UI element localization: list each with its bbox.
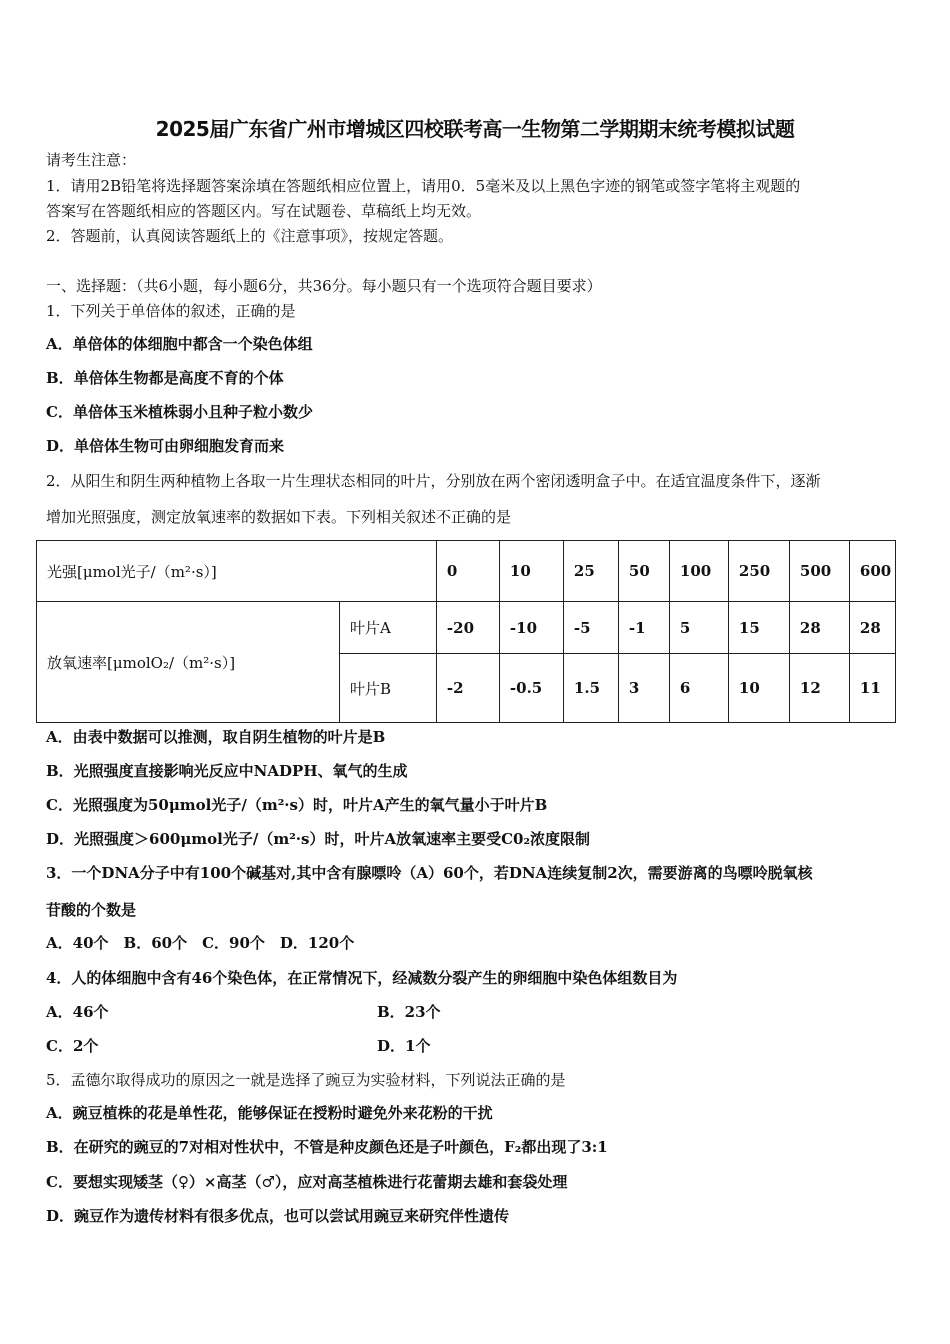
q1-option-b: B．单倍体生物都是高度不育的个体 [46,369,284,387]
q3-options: A．40个 B．60个 C．90个 D．120个 [46,934,355,952]
notice-item: 答案写在答题纸相应的答题区内。写在试题卷、草稿纸上均无效。 [46,202,482,220]
rate-header: 放氧速率[μmolO₂/（m²·s）] [37,602,340,723]
leaf-b-value: 12 [789,654,849,723]
light-value: 25 [563,541,618,602]
leaf-a-value: -20 [436,602,499,654]
page-title: 2025届广东省广州市增城区四校联考高一生物第二学期期末统考模拟试题 [155,117,795,141]
leaf-b-value: 11 [849,654,895,723]
light-value: 250 [728,541,789,602]
notice-item: 2．答题前，认真阅读答题纸上的《注意事项》，按规定答题。 [46,227,454,245]
q5-option-a: A．豌豆植株的花是单性花，能够保证在授粉时避免外来花粉的干扰 [46,1104,493,1122]
leaf-a-value: -1 [618,602,669,654]
q5-option-d: D．豌豆作为遗传材料有很多优点，也可以尝试用豌豆来研究伴性遗传 [46,1207,510,1225]
q1-option-c: C．单倍体玉米植株弱小且种子粒小数少 [46,403,313,421]
data-table [36,540,896,723]
leaf-b-value: -2 [436,654,499,723]
leaf-b-value: 10 [728,654,789,723]
leaf-a-value: 28 [849,602,895,654]
light-value: 600 [849,541,895,602]
light-value: 500 [789,541,849,602]
light-value: 10 [499,541,563,602]
leaf-b-value: 1.5 [563,654,618,723]
question-3-stem: 3．一个DNA分子中有100个碱基对,其中含有腺嘌呤（A）60个，若DNA连续复制2次，需要游离的鸟嘌呤脱氧核 [46,864,813,882]
leaf-a-value: -10 [499,602,563,654]
leaf-b-label: 叶片B [340,654,437,723]
leaf-a-value: 28 [789,602,849,654]
question-4-stem: 4．人的体细胞中含有46个染色体，在正常情况下，经减数分裂产生的卵细胞中染色体组数目为 [46,969,678,987]
question-3-stem-cont: 苷酸的个数是 [46,901,137,919]
leaf-b-value: 6 [669,654,728,723]
leaf-a-value: -5 [563,602,618,654]
q2-option-a: A．由表中数据可以推测，取自阴生植物的叶片是B [46,728,386,746]
question-2-stem-cont: 增加光照强度，测定放氧速率的数据如下表。下列相关叙述不正确的是 [46,508,512,526]
table-row [37,602,896,654]
light-value: 50 [618,541,669,602]
q1-option-a: A．单倍体的体细胞中都含一个染色体组 [46,335,313,353]
question-1-stem: 1．下列关于单倍体的叙述，正确的是 [46,302,296,320]
q4-option-c: C．2个 [46,1037,99,1055]
q1-option-d: D．单倍体生物可由卵细胞发育而来 [46,437,285,455]
q4-option-d: D．1个 [377,1037,431,1055]
light-header: 光强[μmol光子/（m²·s）] [37,541,437,602]
q2-option-c: C．光照强度为50μmol光子/（m²·s）时，叶片A产生的氧气量小于叶片B [46,796,548,814]
question-5-stem: 5．孟德尔取得成功的原因之一就是选择了豌豆为实验材料，下列说法正确的是 [46,1071,566,1089]
q2-option-b: B．光照强度直接影响光反应中NADPH、氧气的生成 [46,762,408,780]
light-value: 100 [669,541,728,602]
leaf-b-value: -0.5 [499,654,563,723]
q5-option-c: C．要想实现矮茎（♀）×高茎（♂），应对高茎植株进行花蕾期去雄和套袋处理 [46,1173,568,1191]
q4-option-b: B．23个 [377,1003,441,1021]
leaf-a-label: 叶片A [340,602,437,654]
q4-option-a: A．46个 [46,1003,109,1021]
q2-option-d: D．光照强度＞600μmol光子/（m²·s）时，叶片A放氧速率主要受C0₂浓度限制 [46,830,591,848]
q5-option-b: B．在研究的豌豆的7对相对性状中，不管是种皮颜色还是子叶颜色，F₂都出现了3:1 [46,1138,608,1156]
question-2-stem: 2．从阳生和阴生两种植物上各取一片生理状态相同的叶片，分别放在两个密闭透明盒子中。在适宜温度条件下，逐渐 [46,472,821,490]
leaf-a-value: 5 [669,602,728,654]
light-value: 0 [436,541,499,602]
table-row [37,541,896,602]
leaf-b-value: 3 [618,654,669,723]
notice-heading: 请考生注意： [46,151,137,169]
notice-item: 1．请用2B铅笔将选择题答案涂填在答题纸相应位置上，请用0．5毫米及以上黑色字迹的钢笔或签字笔将主观题的 [46,177,801,195]
section-heading: 一、选择题：（共6小题，每小题6分，共36分。每小题只有一个选项符合题目要求） [46,277,602,295]
leaf-a-value: 15 [728,602,789,654]
